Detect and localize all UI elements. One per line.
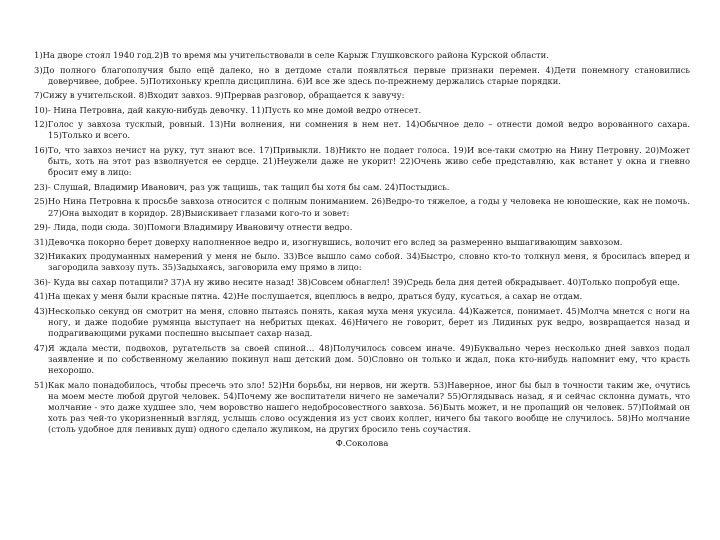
paragraph: 47)Я ждала мести, подвохов, ругательств за своей спиной… 48)Получилось совсем иначе. 49)Буквально через несколько дней завхоз подал заявление и по собственному желанию покинул наш детский дом. 50)Словно он только и ждал, пока кто-нибудь напомнит ему, что красть нехорошо. bbox=[34, 342, 690, 376]
paragraph: 29)- Лида, поди сюда. 30)Помоги Владимиру Ивановичу отнести ведро. bbox=[34, 222, 353, 233]
paragraph: 31)Девочка покорно берет доверху наполненное ведро и, изогнувшись, волочит его вслед за размеренно вышагивающим завхозом. bbox=[34, 236, 623, 247]
paragraph: 23)- Слушай, Владимир Иванович, раз уж тащишь, так тащил бы хотя бы сам. 24)Постыдись. bbox=[34, 181, 450, 192]
paragraph: 1)На дворе стоял 1940 год.2)В то время мы учительствовали в селе Карыж Глушковского района Курской области. bbox=[34, 50, 549, 60]
paragraph: 41)На щеках у меня были красные пятна. 42)Не послушается, вцеплюсь в ведро, драться буду, кусаться, а сахар не отдам. bbox=[34, 291, 583, 302]
paragraph: 16)То, что завхоз нечист на руку, тут знают все. 17)Привыкли. 18)Никто не подает голоса. 19)И все-таки смотрю на Нину Петровну. 20)Может быть, хоть на этот раз взволнуется ее сердце. 21)Неужели даже не укорит! 22)Очень живо себе представляю, как встанет у окна и гневно бросит ему в лицо: bbox=[34, 144, 690, 178]
paragraph: 7)Сижу в учительской. 8)Входит завхоз. 9)Прервав разговор, обращается к завучу: bbox=[34, 90, 405, 101]
paragraph: 10)- Нина Петровна, дай какую-нибудь девочку. 11)Пусть ко мне домой ведро отнесет. bbox=[34, 104, 422, 115]
document-text bbox=[34, 50, 690, 450]
paragraph: 32)Никаких продуманных намерений у меня не было. 33)Все вышло само собой. 34)Быстро, словно кто-то толкнул меня, я бросилась вперед и загородила завхозу путь. 35)Задыхаясь, заговорила ему прямо в лицо: bbox=[34, 251, 690, 273]
paragraph: 25)Но Нина Петровна к просьбе завхоза относится с полным пониманием. 26)Ведро-то тяжелое, а годы у человека не юношеские, как не помочь. 27)Она выходит в коридор. 28)Выискивает глазами кого-то и зовет: bbox=[34, 196, 690, 218]
paragraph: 36)- Куда вы сахар потащили? 37)А ну живо несите назад! 38)Совсем обнаглел! 39)Средь бела дня детей обкрадывает. 40)Только попробуй еще. bbox=[34, 276, 680, 287]
paragraph: 3)До полного благополучия было ещё далеко, но в детдоме стали появляться первые признаки перемен. 4)Дети понемногу становились доверчивее, добрее. 5)Потихоньку крепла дисциплина. 6)И все же здесь по-прежнему держались старые порядки. bbox=[34, 64, 690, 86]
paragraph: 43)Несколько секунд он смотрит на меня, словно пытаясь понять, какая муха меня укусила. 44)Кажется, понимает. 45)Молча мнется с ноги на ногу, и даже подобие румянца выступает на небритых щеках. 46)Ничего не говорит, берет из Лидиных рук ведро, возвращается назад и подрагивающими руками поспешно высыпает сахар назад. bbox=[34, 305, 690, 339]
paragraph: 12)Голос у завхоза тусклый, ровный. 13)Ни волнения, ни сомнения в нем нет. 14)Обычное дело – отнести домой ведро ворованного сахара. 15)Только и всего. bbox=[34, 119, 690, 141]
paragraph: 51)Как мало понадобилось, чтобы пресечь это зло! 52)Ни борьбы, ни нервов, ни жертв. 53)Наверное, иног бы был в точности таким же, очутись на моем месте любой другой человек. 54)Почему же воспитатели ничего не замечали? 55)Оглядывась назад, я и сейчас склонна думать, что молчание - это даже худшее зло, чем воровство нашего недобросовестного завхоза. 56)Быть может, и не пропащий он человек. 57)Поймай он хоть раз чей-то укоризненный взгляд, услышь слово осуждения из уст своих коллег, ничего бы такого вообще не случилось. 58)Но молчание (столь удобное для ленивых душ) одного сделало жуликом, на других бросило тень соучастия. bbox=[34, 379, 690, 435]
author-signature: Ф.Соколова bbox=[335, 438, 389, 449]
